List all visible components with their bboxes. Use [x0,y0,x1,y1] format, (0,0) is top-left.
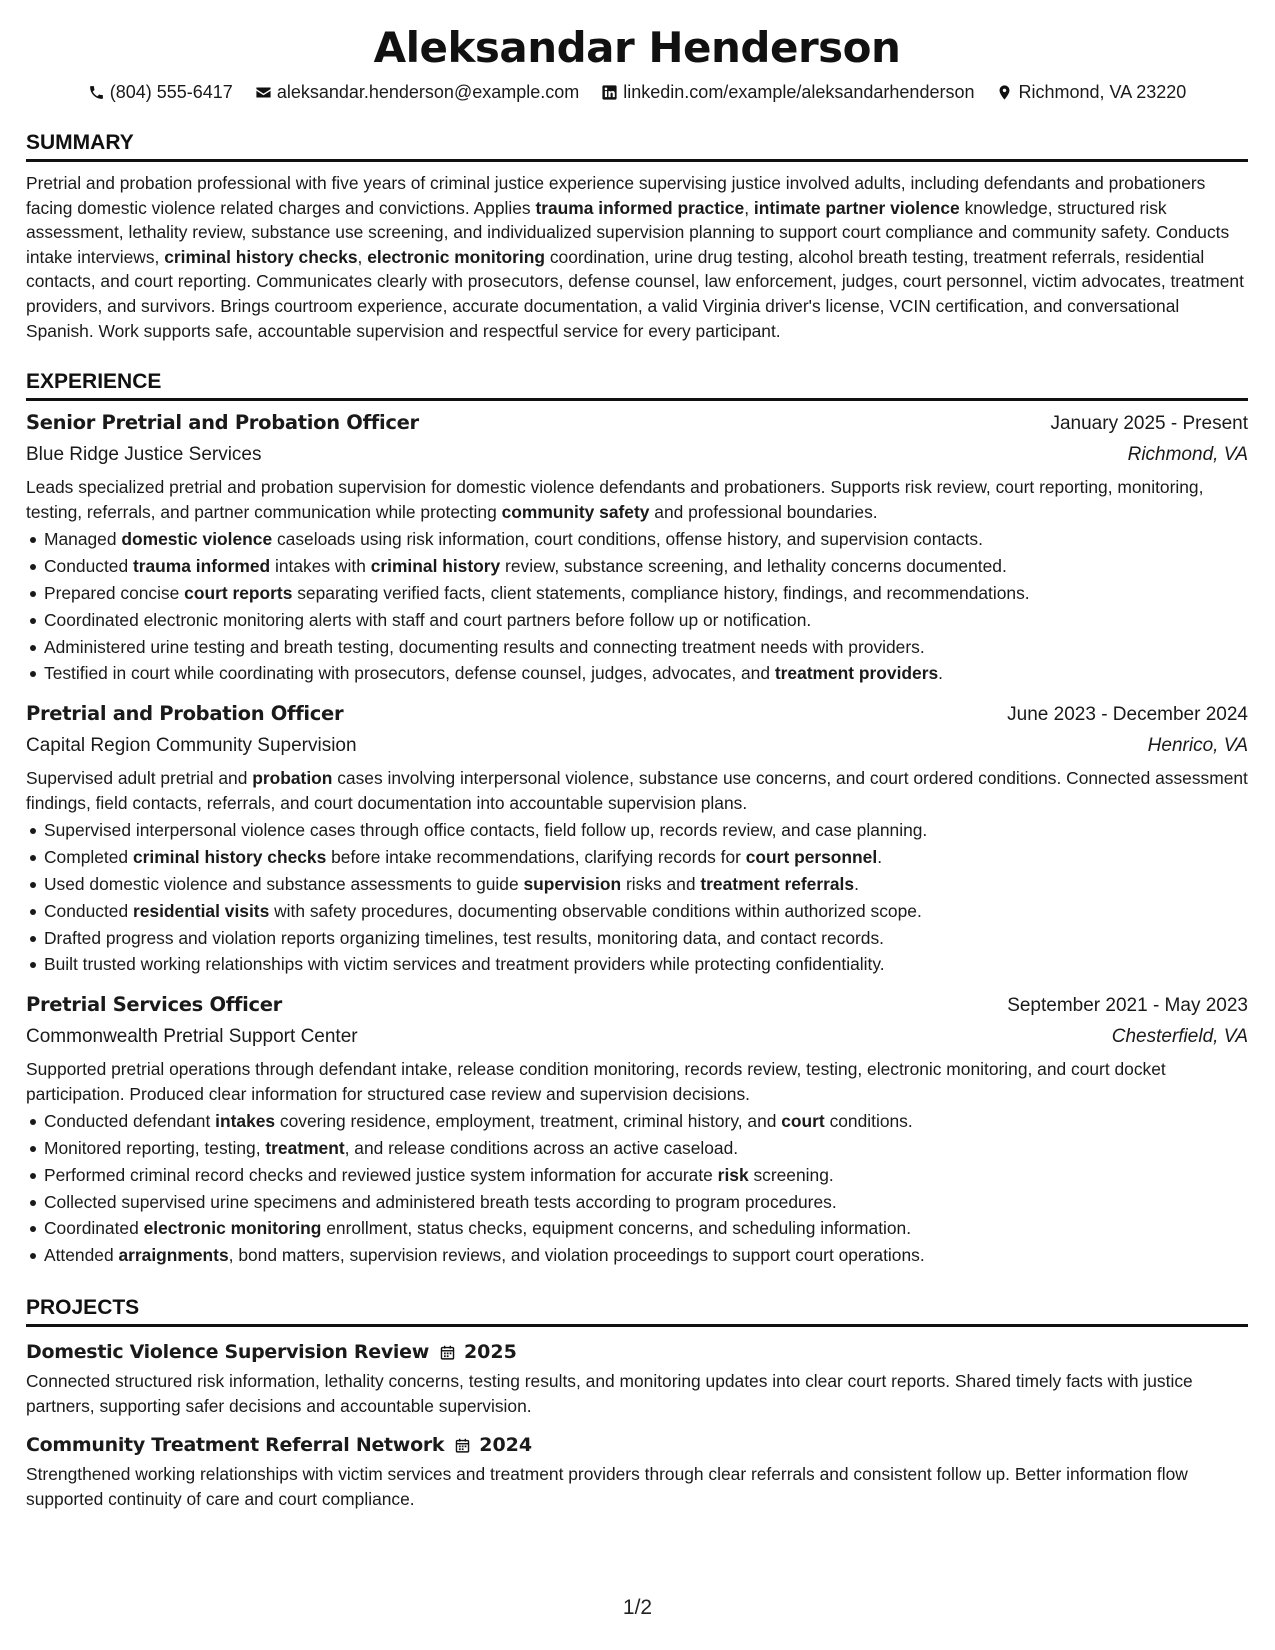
emphasis-text: domestic violence [121,529,273,550]
bullet-item: Drafted progress and violation reports organizing timelines, test results, monitoring data, and contact records. [26,925,1248,952]
linkedin-text: linkedin.com/example/aleksandarhenderson [623,82,975,102]
bullet-item: Conducted trauma informed intakes with criminal history review, substance screening, and lethality concerns documented. [26,553,1248,580]
bullet-item: Supervised interpersonal violence cases through office contacts, field follow up, records review, and case planning. [26,817,1248,844]
emphasis-text: supervision [523,873,622,894]
bullet-item: Monitored reporting, testing, treatment, and release conditions across an active caseload. [26,1135,1248,1162]
emphasis-text: treatment referrals [700,873,855,894]
job-entry [26,992,1248,1269]
job-bullets [26,526,1248,687]
job-dates: September 2021 - May 2023 [1007,995,1248,1017]
bullet-item: Conducted defendant intakes covering residence, employment, treatment, criminal history, and court conditions. [26,1108,1248,1135]
project-description: Connected structured risk information, lethality concerns, testing results, and monitoring updates into clear court reports. Shared timely facts with justice partners, supporting safer decisions and accountable supervision. [26,1371,1193,1416]
emphasis-text: electronic monitoring [367,246,546,267]
emphasis-text: court [781,1111,825,1132]
page-number: 1/2 [622,1596,653,1619]
job-entry [26,410,1248,687]
phone-text: (804) 555-6417 [109,82,233,102]
bullet-item: Completed criminal history checks before intake recommendations, clarifying records for court personnel. [26,844,1248,871]
project-description: Strengthened working relationships with victim services and treatment providers through clear referrals and consistent follow up. Better information flow supported continuity of care and court compliance. [26,1464,1188,1509]
summary-text: Pretrial and probation professional with five years of criminal justice experience supervising justice involved adults, including defendants and probationers facing domestic violence related charges and convictions. Applies trauma informed practice, intimate partner violence knowledge, structured risk assessment, lethality review, substance use screening, and individualized supervision planning to support court compliance and community safety. Conducts intake interviews, criminal history checks, electronic monitoring coordination, urine drug testing, alcohol breath testing, treatment referrals, residential contacts, and court reporting. Communicates clearly with prosecutors, defense counsel, law enforcement, judges, court personnel, victim advocates, treatment providers, and survivors. Brings courtroom experience, accurate documentation, a valid Virginia driver's license, VCIN certification, and conversational Spanish. Work supports safe, accountable supervision and respectful service for every participant. [26,173,1244,341]
project-year: 2024 [479,1434,533,1457]
emphasis-text: criminal history [370,556,501,577]
emphasis-text: treatment providers [774,663,939,684]
bullet-item: Coordinated electronic monitoring alerts with staff and court partners before follow up or notification. [26,607,1248,634]
bullet-item: Performed criminal record checks and reviewed justice system information for accurate risk screening. [26,1162,1248,1189]
project-title: Community Treatment Referral Network [26,1434,445,1457]
bullet-item: Coordinated electronic monitoring enrollment, status checks, equipment concerns, and scheduling information. [26,1215,1248,1242]
bullet-item: Collected supervised urine specimens and administered breath tests according to program procedures. [26,1189,1248,1216]
contact-phone[interactable] [88,80,233,104]
job-description: Supported pretrial operations through defendant intake, release condition monitoring, records review, testing, electronic monitoring, and court docket participation. Produced clear information for structured case review and supervision decisions. [26,1059,1166,1104]
calendar-icon [439,1344,456,1361]
emphasis-text: intakes [215,1111,276,1132]
job-title: Pretrial and Probation Officer [26,702,344,726]
bullet-item: Used domestic violence and substance assessments to guide supervision risks and treatment referrals. [26,871,1248,898]
contact-email[interactable] [255,80,579,104]
summary-heading: SUMMARY [26,130,1248,162]
email-text: aleksandar.henderson@example.com [276,82,580,102]
job-title: Senior Pretrial and Probation Officer [26,411,419,435]
job-description: Leads specialized pretrial and probation supervision for domestic violence defendants and probationers. Supports risk review, court reporting, monitoring, testing, referrals, and partner communication while protecting community safety and professional boundaries. [26,477,1204,522]
bullet-item: Managed domestic violence caseloads using risk information, court conditions, offense history, and supervision contacts. [26,526,1248,553]
emphasis-text: residential visits [132,900,270,921]
resume-page [26,22,1248,1511]
map-pin-icon [996,84,1013,101]
bullet-item: Attended arraignments, bond matters, supervision reviews, and violation proceedings to support court operations. [26,1242,1248,1269]
bullet-item: Conducted residential visits with safety procedures, documenting observable conditions within authorized scope. [26,898,1248,925]
projects-list [26,1339,1248,1511]
bullet-item: Testified in court while coordinating with prosecutors, defense counsel, judges, advocates, and treatment providers. [26,660,1248,687]
job-dates: June 2023 - December 2024 [1007,704,1248,726]
project-entry [26,1339,1248,1418]
emphasis-text: court personnel [745,847,878,868]
contact-location [996,80,1186,104]
job-location: Chesterfield, VA [1111,1026,1248,1048]
emphasis-text: electronic monitoring [143,1218,322,1239]
emphasis-text: intimate partner violence [753,197,960,218]
emphasis-text: court reports [184,582,293,603]
job-company: Capital Region Community Supervision [26,735,357,757]
job-location: Henrico, VA [1147,735,1248,757]
emphasis-text: arraignments [118,1245,229,1266]
emphasis-text: probation [252,768,333,789]
bullet-item: Prepared concise court reports separating verified facts, client statements, compliance history, findings, and recommendations. [26,580,1248,607]
envelope-icon [255,84,272,101]
job-bullets [26,1108,1248,1269]
job-entry [26,701,1248,978]
project-year: 2025 [463,1341,517,1364]
candidate-name: Aleksandar Henderson [373,23,901,72]
bullet-item: Built trusted working relationships with victim services and treatment providers while protecting confidentiality. [26,951,1248,978]
experience-list [26,410,1248,1269]
job-description: Supervised adult pretrial and probation cases involving interpersonal violence, substance use concerns, and court ordered conditions. Connected assessment findings, field contacts, referrals, and court documentation into accountable supervision plans. [26,768,1248,813]
bullet-item: Administered urine testing and breath testing, documenting results and connecting treatment needs with providers. [26,634,1248,661]
job-dates: January 2025 - Present [1050,413,1248,435]
project-entry [26,1432,1248,1511]
emphasis-text: criminal history checks [132,847,327,868]
emphasis-text: treatment [265,1138,345,1159]
contact-bar [26,80,1248,104]
emphasis-text: risk [717,1164,749,1185]
job-company: Commonwealth Pretrial Support Center [26,1026,358,1048]
linkedin-icon [601,84,618,101]
contact-linkedin[interactable] [601,80,974,104]
project-title: Domestic Violence Supervision Review [26,1341,429,1364]
location-text: Richmond, VA 23220 [1018,82,1187,102]
emphasis-text: trauma informed [132,556,271,577]
job-bullets [26,817,1248,978]
job-location: Richmond, VA [1127,444,1248,466]
experience-heading: EXPERIENCE [26,369,1248,401]
projects-heading: PROJECTS [26,1295,1248,1327]
emphasis-text: community safety [501,501,650,522]
phone-icon [88,84,105,101]
job-title: Pretrial Services Officer [26,993,282,1017]
calendar-icon [454,1437,471,1454]
emphasis-text: criminal history checks [164,246,358,267]
emphasis-text: trauma informed practice [535,197,745,218]
job-company: Blue Ridge Justice Services [26,444,262,466]
